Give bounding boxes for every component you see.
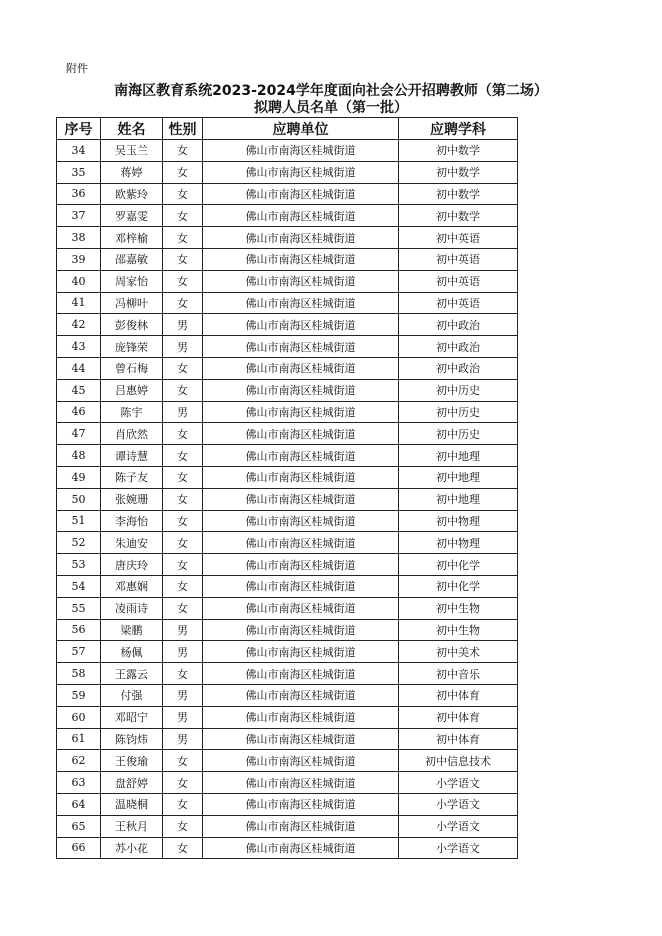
table-row xyxy=(57,140,518,162)
cell-name: 吕惠婷 xyxy=(101,379,163,401)
cell-name: 蒋婷 xyxy=(101,161,163,183)
cell-subject: 小学语文 xyxy=(399,837,518,859)
cell-serial-number: 54 xyxy=(57,575,101,597)
cell-subject: 初中生物 xyxy=(399,597,518,619)
cell-subject: 小学语文 xyxy=(399,815,518,837)
cell-employer-unit: 佛山市南海区桂城街道 xyxy=(203,663,399,685)
table-row xyxy=(57,597,518,619)
table-row xyxy=(57,750,518,772)
table-row xyxy=(57,270,518,292)
table-row xyxy=(57,357,518,379)
cell-name: 苏小花 xyxy=(101,837,163,859)
cell-gender: 女 xyxy=(163,423,203,445)
cell-employer-unit: 佛山市南海区桂城街道 xyxy=(203,227,399,249)
cell-gender: 男 xyxy=(163,314,203,336)
cell-subject: 初中物理 xyxy=(399,532,518,554)
table-header-row xyxy=(57,118,518,140)
cell-gender: 男 xyxy=(163,619,203,641)
table-row xyxy=(57,619,518,641)
cell-subject: 初中历史 xyxy=(399,401,518,423)
cell-name: 陈钧炜 xyxy=(101,728,163,750)
cell-name: 邓惠娴 xyxy=(101,575,163,597)
cell-gender: 女 xyxy=(163,357,203,379)
cell-subject: 初中数学 xyxy=(399,140,518,162)
cell-employer-unit: 佛山市南海区桂城街道 xyxy=(203,641,399,663)
cell-subject: 初中地理 xyxy=(399,488,518,510)
cell-serial-number: 60 xyxy=(57,706,101,728)
cell-gender: 女 xyxy=(163,575,203,597)
cell-name: 朱迪安 xyxy=(101,532,163,554)
cell-name: 陈宇 xyxy=(101,401,163,423)
cell-gender: 女 xyxy=(163,161,203,183)
cell-name: 欧紫玲 xyxy=(101,183,163,205)
cell-serial-number: 51 xyxy=(57,510,101,532)
cell-employer-unit: 佛山市南海区桂城街道 xyxy=(203,793,399,815)
cell-employer-unit: 佛山市南海区桂城街道 xyxy=(203,336,399,358)
cell-name: 彭俊林 xyxy=(101,314,163,336)
cell-serial-number: 40 xyxy=(57,270,101,292)
cell-serial-number: 48 xyxy=(57,445,101,467)
cell-gender: 男 xyxy=(163,336,203,358)
cell-name: 王俊瑜 xyxy=(101,750,163,772)
cell-serial-number: 39 xyxy=(57,248,101,270)
cell-name: 庞锋荣 xyxy=(101,336,163,358)
cell-serial-number: 52 xyxy=(57,532,101,554)
cell-subject: 初中化学 xyxy=(399,554,518,576)
cell-serial-number: 53 xyxy=(57,554,101,576)
table-row xyxy=(57,641,518,663)
cell-subject: 初中英语 xyxy=(399,248,518,270)
cell-employer-unit: 佛山市南海区桂城街道 xyxy=(203,815,399,837)
cell-name: 罗嘉雯 xyxy=(101,205,163,227)
table-row xyxy=(57,445,518,467)
cell-employer-unit: 佛山市南海区桂城街道 xyxy=(203,183,399,205)
cell-serial-number: 37 xyxy=(57,205,101,227)
cell-subject: 初中英语 xyxy=(399,292,518,314)
table-row xyxy=(57,772,518,794)
table-row xyxy=(57,379,518,401)
table-row xyxy=(57,161,518,183)
table-row xyxy=(57,663,518,685)
cell-employer-unit: 佛山市南海区桂城街道 xyxy=(203,772,399,794)
cell-gender: 女 xyxy=(163,510,203,532)
cell-subject: 初中英语 xyxy=(399,270,518,292)
table-row xyxy=(57,488,518,510)
cell-employer-unit: 佛山市南海区桂城街道 xyxy=(203,270,399,292)
cell-serial-number: 38 xyxy=(57,227,101,249)
cell-serial-number: 50 xyxy=(57,488,101,510)
header-subject: 应聘学科 xyxy=(399,118,518,140)
cell-gender: 女 xyxy=(163,248,203,270)
cell-name: 付强 xyxy=(101,684,163,706)
cell-serial-number: 55 xyxy=(57,597,101,619)
cell-serial-number: 46 xyxy=(57,401,101,423)
table-row xyxy=(57,554,518,576)
cell-gender: 女 xyxy=(163,663,203,685)
cell-employer-unit: 佛山市南海区桂城街道 xyxy=(203,619,399,641)
table-row xyxy=(57,510,518,532)
cell-subject: 初中英语 xyxy=(399,227,518,249)
table-row xyxy=(57,728,518,750)
cell-employer-unit: 佛山市南海区桂城街道 xyxy=(203,357,399,379)
cell-employer-unit: 佛山市南海区桂城街道 xyxy=(203,597,399,619)
cell-serial-number: 34 xyxy=(57,140,101,162)
cell-name: 邓昭宁 xyxy=(101,706,163,728)
cell-gender: 女 xyxy=(163,183,203,205)
cell-name: 邓梓榆 xyxy=(101,227,163,249)
cell-name: 谭诗慧 xyxy=(101,445,163,467)
cell-employer-unit: 佛山市南海区桂城街道 xyxy=(203,488,399,510)
cell-subject: 初中地理 xyxy=(399,445,518,467)
cell-serial-number: 41 xyxy=(57,292,101,314)
cell-gender: 男 xyxy=(163,728,203,750)
table-row xyxy=(57,423,518,445)
cell-gender: 男 xyxy=(163,401,203,423)
cell-subject: 初中政治 xyxy=(399,336,518,358)
cell-employer-unit: 佛山市南海区桂城街道 xyxy=(203,401,399,423)
cell-employer-unit: 佛山市南海区桂城街道 xyxy=(203,837,399,859)
table-row xyxy=(57,466,518,488)
attachment-label: 附件 xyxy=(66,62,88,75)
cell-gender: 女 xyxy=(163,554,203,576)
cell-name: 王露云 xyxy=(101,663,163,685)
cell-employer-unit: 佛山市南海区桂城街道 xyxy=(203,205,399,227)
cell-employer-unit: 佛山市南海区桂城街道 xyxy=(203,728,399,750)
cell-name: 陈子友 xyxy=(101,466,163,488)
cell-subject: 初中历史 xyxy=(399,423,518,445)
table-row xyxy=(57,837,518,859)
cell-subject: 初中数学 xyxy=(399,183,518,205)
cell-gender: 女 xyxy=(163,227,203,249)
cell-subject: 初中历史 xyxy=(399,379,518,401)
table-row xyxy=(57,575,518,597)
table-body xyxy=(57,140,518,859)
cell-serial-number: 66 xyxy=(57,837,101,859)
cell-employer-unit: 佛山市南海区桂城街道 xyxy=(203,379,399,401)
table-row xyxy=(57,183,518,205)
cell-serial-number: 43 xyxy=(57,336,101,358)
cell-employer-unit: 佛山市南海区桂城街道 xyxy=(203,706,399,728)
cell-employer-unit: 佛山市南海区桂城街道 xyxy=(203,423,399,445)
cell-name: 王秋月 xyxy=(101,815,163,837)
cell-serial-number: 36 xyxy=(57,183,101,205)
cell-name: 凌雨诗 xyxy=(101,597,163,619)
cell-gender: 男 xyxy=(163,641,203,663)
table-row xyxy=(57,336,518,358)
document-subtitle: 拟聘人员名单（第一批） xyxy=(254,100,408,116)
table-row xyxy=(57,248,518,270)
cell-subject: 初中地理 xyxy=(399,466,518,488)
cell-subject: 初中体育 xyxy=(399,706,518,728)
cell-serial-number: 49 xyxy=(57,466,101,488)
cell-gender: 女 xyxy=(163,750,203,772)
cell-gender: 女 xyxy=(163,815,203,837)
cell-name: 温晓桐 xyxy=(101,793,163,815)
cell-gender: 女 xyxy=(163,597,203,619)
cell-serial-number: 63 xyxy=(57,772,101,794)
cell-gender: 女 xyxy=(163,532,203,554)
cell-gender: 女 xyxy=(163,772,203,794)
cell-serial-number: 42 xyxy=(57,314,101,336)
cell-gender: 女 xyxy=(163,140,203,162)
cell-subject: 小学语文 xyxy=(399,772,518,794)
header-serial-number: 序号 xyxy=(57,118,101,140)
cell-name: 邵嘉敏 xyxy=(101,248,163,270)
cell-gender: 女 xyxy=(163,445,203,467)
cell-name: 张婉珊 xyxy=(101,488,163,510)
cell-serial-number: 56 xyxy=(57,619,101,641)
cell-gender: 女 xyxy=(163,837,203,859)
cell-subject: 初中信息技术 xyxy=(399,750,518,772)
cell-serial-number: 58 xyxy=(57,663,101,685)
cell-name: 盘舒婷 xyxy=(101,772,163,794)
cell-subject: 初中数学 xyxy=(399,161,518,183)
table-row xyxy=(57,815,518,837)
header-name: 姓名 xyxy=(101,118,163,140)
cell-employer-unit: 佛山市南海区桂城街道 xyxy=(203,510,399,532)
table-row xyxy=(57,706,518,728)
cell-employer-unit: 佛山市南海区桂城街道 xyxy=(203,314,399,336)
cell-name: 杨佩 xyxy=(101,641,163,663)
cell-subject: 初中数学 xyxy=(399,205,518,227)
cell-employer-unit: 佛山市南海区桂城街道 xyxy=(203,292,399,314)
cell-serial-number: 57 xyxy=(57,641,101,663)
header-gender: 性别 xyxy=(163,118,203,140)
table-row xyxy=(57,292,518,314)
cell-employer-unit: 佛山市南海区桂城街道 xyxy=(203,466,399,488)
table-row xyxy=(57,684,518,706)
cell-serial-number: 64 xyxy=(57,793,101,815)
cell-gender: 女 xyxy=(163,793,203,815)
cell-gender: 女 xyxy=(163,270,203,292)
cell-gender: 女 xyxy=(163,488,203,510)
cell-name: 吴玉兰 xyxy=(101,140,163,162)
cell-employer-unit: 佛山市南海区桂城街道 xyxy=(203,554,399,576)
cell-name: 唐庆玲 xyxy=(101,554,163,576)
cell-subject: 初中美术 xyxy=(399,641,518,663)
cell-serial-number: 61 xyxy=(57,728,101,750)
cell-gender: 女 xyxy=(163,205,203,227)
cell-serial-number: 45 xyxy=(57,379,101,401)
cell-gender: 男 xyxy=(163,684,203,706)
cell-subject: 初中生物 xyxy=(399,619,518,641)
cell-name: 李海怡 xyxy=(101,510,163,532)
cell-serial-number: 65 xyxy=(57,815,101,837)
cell-subject: 初中体育 xyxy=(399,684,518,706)
cell-employer-unit: 佛山市南海区桂城街道 xyxy=(203,532,399,554)
cell-subject: 初中政治 xyxy=(399,314,518,336)
table-row xyxy=(57,314,518,336)
cell-name: 梁鹏 xyxy=(101,619,163,641)
cell-employer-unit: 佛山市南海区桂城街道 xyxy=(203,575,399,597)
cell-name: 冯柳叶 xyxy=(101,292,163,314)
cell-employer-unit: 佛山市南海区桂城街道 xyxy=(203,445,399,467)
cell-employer-unit: 佛山市南海区桂城街道 xyxy=(203,248,399,270)
cell-employer-unit: 佛山市南海区桂城街道 xyxy=(203,684,399,706)
cell-subject: 初中物理 xyxy=(399,510,518,532)
cell-subject: 初中体育 xyxy=(399,728,518,750)
cell-serial-number: 35 xyxy=(57,161,101,183)
cell-subject: 初中化学 xyxy=(399,575,518,597)
header-employer-unit: 应聘单位 xyxy=(203,118,399,140)
cell-employer-unit: 佛山市南海区桂城街道 xyxy=(203,140,399,162)
cell-serial-number: 59 xyxy=(57,684,101,706)
table-row xyxy=(57,532,518,554)
cell-gender: 男 xyxy=(163,706,203,728)
cell-serial-number: 47 xyxy=(57,423,101,445)
table-row xyxy=(57,793,518,815)
cell-name: 周家怡 xyxy=(101,270,163,292)
table-row xyxy=(57,205,518,227)
cell-subject: 初中政治 xyxy=(399,357,518,379)
cell-serial-number: 44 xyxy=(57,357,101,379)
cell-employer-unit: 佛山市南海区桂城街道 xyxy=(203,750,399,772)
table-row xyxy=(57,401,518,423)
table-row xyxy=(57,227,518,249)
cell-subject: 小学语文 xyxy=(399,793,518,815)
hiring-roster-table xyxy=(56,117,518,859)
cell-gender: 女 xyxy=(163,292,203,314)
cell-name: 曾石梅 xyxy=(101,357,163,379)
cell-name: 肖欣然 xyxy=(101,423,163,445)
cell-subject: 初中音乐 xyxy=(399,663,518,685)
cell-serial-number: 62 xyxy=(57,750,101,772)
cell-gender: 女 xyxy=(163,466,203,488)
cell-employer-unit: 佛山市南海区桂城街道 xyxy=(203,161,399,183)
document-title: 南海区教育系统2023-2024学年度面向社会公开招聘教师（第二场） xyxy=(114,83,548,99)
cell-gender: 女 xyxy=(163,379,203,401)
